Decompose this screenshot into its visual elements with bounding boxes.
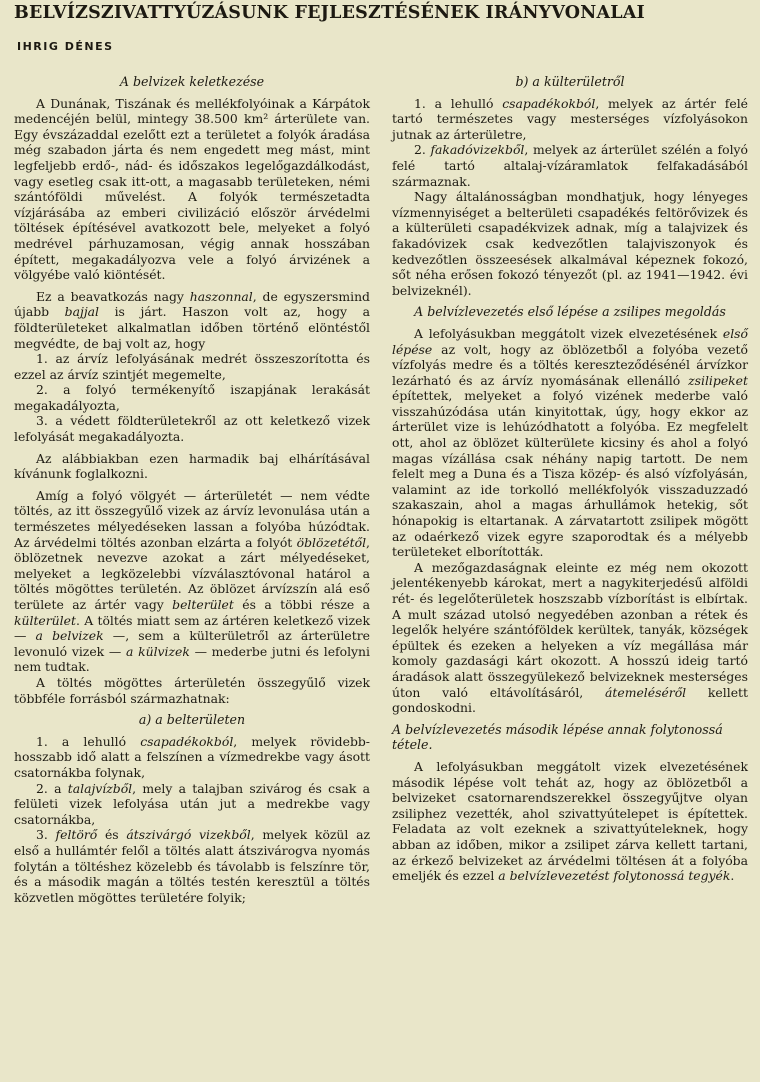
right-column (392, 68, 748, 905)
paragraph: A lefolyásukban meggátolt vizek elvezetésének első lépése az volt, hogy az öblözetből a folyóba vezető vízfolyás medre és a töltés kereszteződésénél árvízkor lezárható és az árvíz nyomásának ellenálló zsilipeket építettek, melyeket a folyó vizének mederbe való visszahúzódása után kinyitottak, úgy, hogy ekkor az árterület vize is lehúzódhatott a folyóba. Ez megfelelt ott, ahol az öblözet külterülete kicsiny és ahol a folyó magas vízállása csak néhány napig tartott. De nem felelt meg a Duna és a Tisza közép- és alsó vízfolyásán, valamint az ide torkolló mellékfolyók visszaduzzadó szakaszain, ahol a magas árhullámok hetekig, sőt hónapokig is eltartanak. A zárvatartott zsilipek mögött az odaérkező vizek egyre szaporodtak és a mélyebb területeket elborították. (392, 325, 748, 560)
section-heading-continuous: A belvízlevezetés második lépése annak folytonossá tétele. (392, 721, 723, 753)
section-heading-sluice: A belvízlevezetés első lépése a zsilipes megoldás (414, 304, 726, 320)
article-title: BELVÍZSZIVATTYÚZÁSUNK FEJLESZTÉSÉNEK IRÁNYVONALAI (14, 3, 645, 23)
author-name: IHRIG DÉNES (17, 40, 114, 53)
paragraph: Az alábbiakban ezen harmadik baj elhárításával kívánunk foglalkozni. (14, 450, 370, 482)
list-item: 2. a talajvízből, mely a talajban szivárog és csak a felületi vizek lefolyása után jut a medrekbe vagy csatornákba, (14, 780, 370, 827)
paragraph: A töltés mögöttes árterületén összegyűlő vizek többféle forrásból származhatnak: (14, 674, 370, 706)
section-heading-origin: A belvizek keletkezése (119, 74, 265, 89)
paragraph: A lefolyásukban meggátolt vizek elvezetésének második lépése volt tehát az, hogy az öblözetből a belvizeket csatornarendszerekkel összegyűjtve olyan zsiliphez vezették, ahol szivattyútelepet is építettek. Feladata az volt ezeknek a szivattyúteleknek, hogy abban az időben, mikor a zsilipet zárva kellett tartani, az érkező belvizeket az árvédelmi töltésen át a folyóba emeljék és ezzel a belvízlevezetést folytonossá tegyék. (392, 758, 748, 884)
subsection-heading-outer: b) a külterületről (515, 74, 625, 89)
list-item: 3. a védett földterületekről az ott keletkező vizek lefolyását megakadályozta. (14, 413, 370, 445)
article-columns (14, 68, 750, 905)
list-item: 1. az árvíz lefolyásának medrét összeszorította és ezzel az árvíz szintjét megemelte, (14, 351, 370, 382)
list-item: 1. a lehulló csapadékokból, melyek az ártér felé tartó természetes vagy mesterséges vízfolyásokon jutnak az árterületre, (392, 95, 748, 142)
list-item: 2. a folyó termékenyítő iszapjának lerakását megakadályozta, (14, 382, 370, 413)
list-item: 2. fakadóvizekből, melyek az árterület szélén a folyó felé tartó altalaj-vízáramlatok felfakadásából származnak. (392, 142, 749, 189)
paragraph: Nagy általánosságban mondhatjuk, hogy lényeges vízmennyiséget a belterületi csapadékés feltörővizek és a külterületi csapadékvizek adnak, míg a talajvizek és fakadóvizek csak kedvezőtlen talajviszonyok és kedvezőtlen összeesések alkalmával képeznek fokozó, sőt néha erősen fokozó tényezőt (pl. az 1941—1942. évi belvizeknél). (392, 189, 748, 298)
list-item: 1. a lehulló csapadékokból, melyek rövidebb-hosszabb idő alatt a felszínen a vízmedrekbe vagy ásott csatornákba folynak, (14, 733, 370, 780)
paragraph: A Dunának, Tiszának és mellékfolyóinak a Kárpátok medencéjén belül, mintegy 38.500 km² árterülete van. Egy évszázaddal ezelőtt ezt a területet a folyók áradása még szabadon járta és nem engedett meg mást, mint legfeljebb erdő-, nád- és időszakos legelőgazdálkodást, vagy esetleg csak itt-ott, a magasabb területeken, némi szántóföldi művelést. A folyók természetadta vízjárásába az emberi civilizáció először árvédelmi töltések építésével avatkozott bele, melyeket a folyó medrével párhuzamosan, végig annak hosszában épített, megakadályozva vele a folyó árvizének a völgyébe való kiöntését. (14, 95, 370, 283)
left-column (14, 68, 370, 905)
list-item: 3. feltörő és átszivárgó vizekből, melyek közül az első a hullámtér felől a töltés alatt átszivárogva nyomás folytán a töltéshez közelebb és távolabb is felszínre tör, és a második magán a töltés testén keresztül a töltés közvetlen mögöttes területére folyik; (14, 827, 370, 905)
paragraph: Ez a beavatkozás nagy haszonnal, de egyszersmind újabb bajjal is járt. Haszon volt az, hogy a földterületeket alkalmatlan időben történő elöntéstől megvédte, de baj volt az, hogy (14, 288, 370, 351)
paragraph: Amíg a folyó völgyét — árterületét — nem védte töltés, az itt összegyűlő vizek az árvíz levonulása után a természetes mélyedéseken lassan a folyóba húzódtak. Az árvédelmi töltés azonban elzárta a folyót öblözetétől, öblözetnek nevezve azokat a zárt mélyedéseket, melyeket a legközelebbi vízválasztóvonal határol a töltés mögöttes területén. Az öblözet árvízszín alá eső területe az ártér vagy belterület és a többi része a külterület. A töltés miatt sem az ártéren keletkező vizek — a belvizek —, sem a külterületről az árterületre levonuló vizek — a külvizek — mederbe jutni és lefolyni nem tudtak. (14, 487, 371, 675)
paragraph: A mezőgazdaságnak eleinte ez még nem okozott jelentékenyebb károkat, mert a nagykiterjedésű alföldi rét- és legelőterületek hoszszabb vízborítást is elbírtak. A mult század utolsó negyedében azonban a rétek és legelők helyére szántóföldek kerültek, tanyák, községek épültek és ezeken a helyeken a víz megállása már komoly gazdasági kárt okozott. A hosszú ideig tartó áradások alatt összegyülekező belvizeknek mesterséges úton való eltávolításáról, átemeléséről kellett gondoskodni. (392, 559, 748, 716)
subsection-heading-inner: a) a belterületen (138, 712, 246, 728)
